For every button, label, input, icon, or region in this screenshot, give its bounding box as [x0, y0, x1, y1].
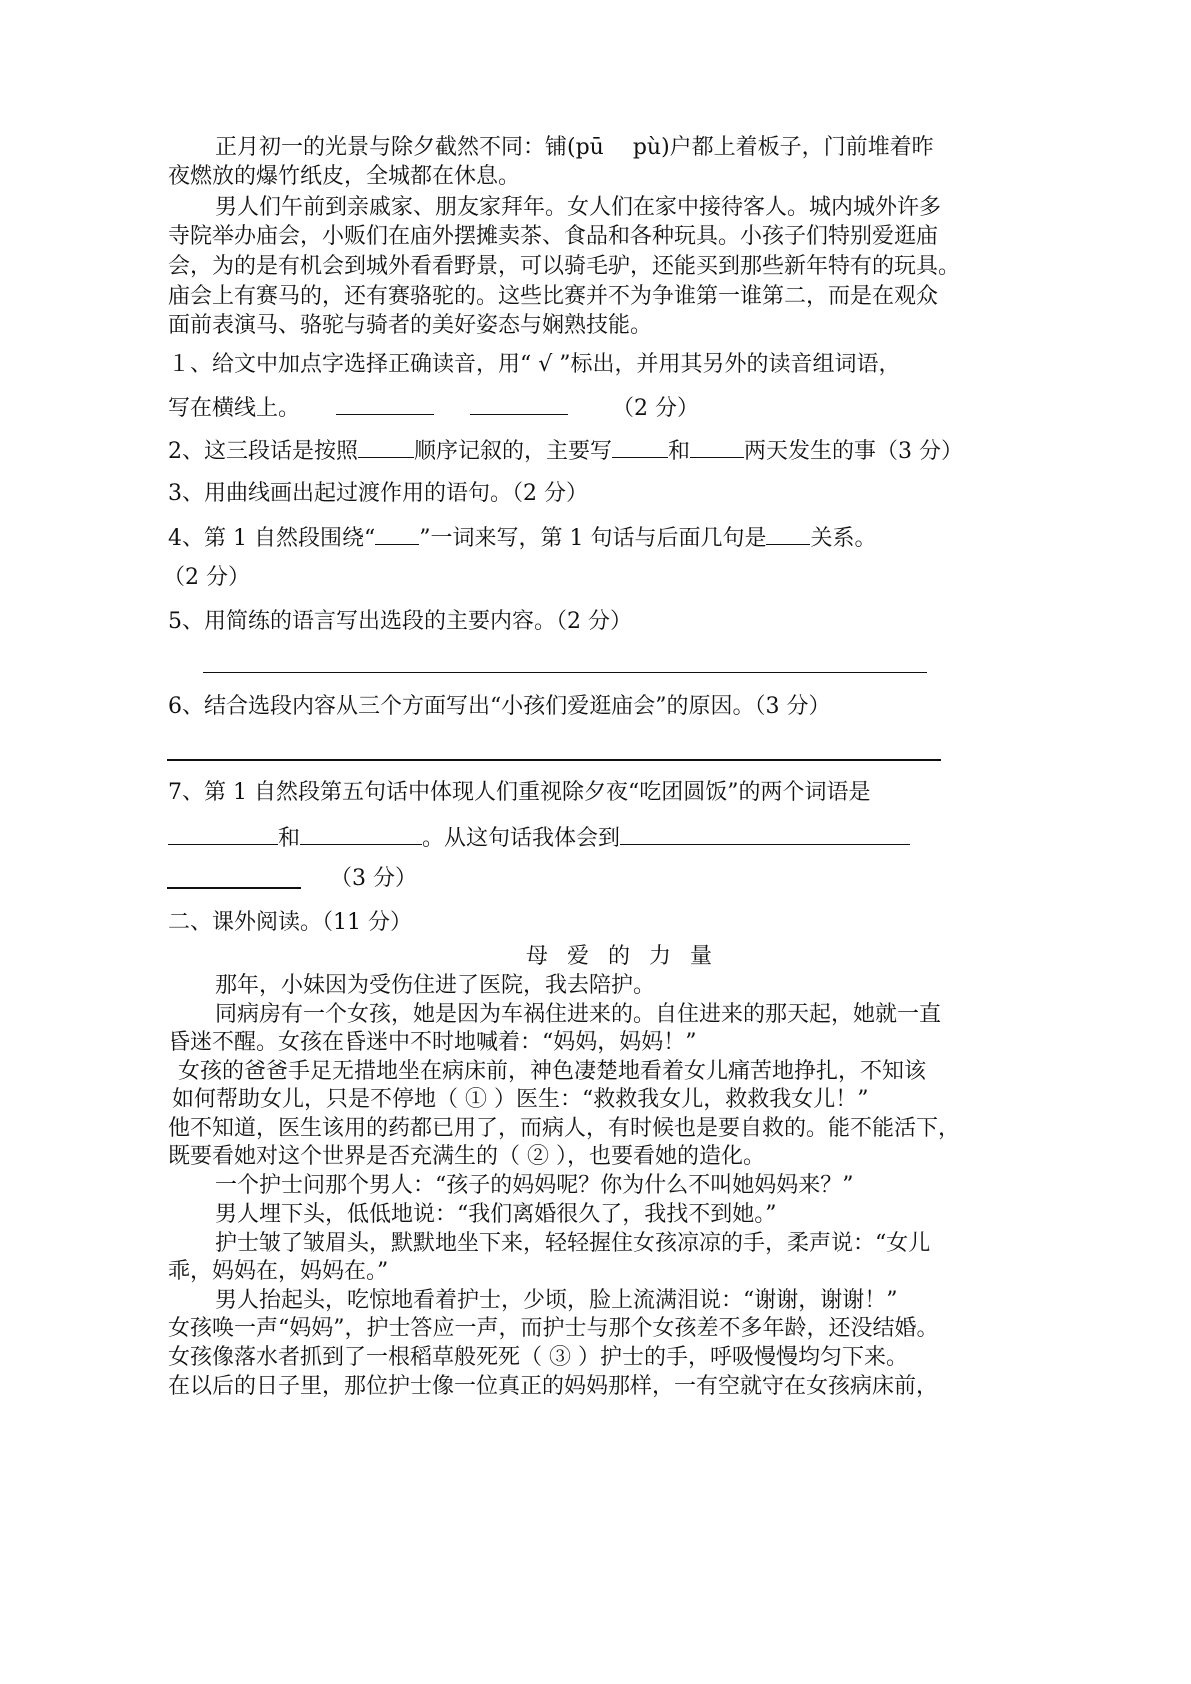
question-7-line2	[168, 822, 910, 854]
answer-blank-2c[interactable]	[690, 435, 744, 458]
question-2-text-b: 顺序记叙的，主要写	[414, 439, 613, 464]
answer-line-6[interactable]	[167, 759, 941, 761]
question-1-line2	[168, 392, 699, 424]
answer-blank-2a[interactable]	[358, 435, 414, 458]
answer-blank-4a[interactable]	[375, 522, 419, 545]
passage1-p1-line2: 夜燃放的爆竹纸皮，全城都在休息。	[168, 164, 521, 189]
passage1-p2-line3: 会，为的是有机会到城外看看野景，可以骑毛驴，还能买到那些新年特有的玩具。	[168, 254, 961, 279]
story-line: 如何帮助女儿，只是不停地（ ① ）医生：“救救我女儿，救救我女儿！”	[172, 1087, 869, 1112]
story-line: 既要看她对这个世界是否充满生的（ ② ），也要看她的造化。	[168, 1144, 765, 1169]
question-7-score: （3 分）	[330, 866, 417, 891]
story-title: 母 爱 的 力 量	[526, 944, 718, 969]
answer-blank-7a[interactable]	[168, 822, 278, 845]
question-4-score: （2 分）	[163, 565, 250, 590]
question-2-text-a: 2、这三段话是按照	[168, 439, 358, 464]
section-2-heading: 二、课外阅读。（11 分）	[168, 910, 412, 935]
question-4	[168, 522, 876, 554]
question-6: 6、结合选段内容从三个方面写出“小孩们爱逛庙会”的原因。（3 分）	[168, 694, 831, 719]
question-4-text-c: 关系。	[810, 526, 877, 551]
question-5: 5、用简练的语言写出选段的主要内容。（2 分）	[168, 609, 632, 634]
story-line: 女孩唤一声“妈妈”，护士答应一声，而护士与那个女孩差不多年龄，还没结婚。	[168, 1316, 939, 1341]
question-4-text-b: ”一词来写，第 1 句话与后面几句是	[419, 526, 767, 551]
story-line: 乖，妈妈在，妈妈在。”	[168, 1259, 389, 1284]
question-4-text-a: 4、第 1 自然段围绕“	[168, 526, 376, 551]
passage1-p2-line5: 面前表演马、骆驼与骑者的美好姿态与娴熟技能。	[168, 313, 653, 338]
passage1-p2-line4: 庙会上有赛马的，还有赛骆驼的。这些比赛并不为争谁第一谁第二，而是在观众	[168, 284, 939, 309]
question-7-line1: 7、第 1 自然段第五句话中体现人们重视除夕夜“吃团圆饭”的两个词语是	[168, 780, 871, 805]
question-1-score: （2 分）	[612, 396, 700, 421]
question-3: 3、用曲线画出起过渡作用的语句。（2 分）	[168, 481, 588, 506]
story-line: 男人抬起头，吃惊地看着护士，少顷，脸上流满泪说：“谢谢，谢谢！”	[215, 1288, 898, 1313]
story-line: 同病房有一个女孩，她是因为车祸住进来的。自住进来的那天起，她就一直	[215, 1002, 942, 1027]
story-line: 护士皱了皱眉头，默默地坐下来，轻轻握住女孩凉凉的手，柔声说：“女儿	[215, 1231, 931, 1256]
answer-blank-1a[interactable]	[336, 392, 434, 415]
story-line: 昏迷不醒。女孩在昏迷中不时地喊着：“妈妈，妈妈！”	[168, 1030, 697, 1055]
answer-line-5[interactable]	[203, 672, 927, 673]
answer-blank-2b[interactable]	[612, 435, 668, 458]
passage1-p2-line1: 男人们午前到亲戚家、朋友家拜年。女人们在家中接待客人。城内城外许多	[215, 195, 942, 220]
question-2-text-d: 两天发生的事（3 分）	[744, 439, 964, 464]
story-line: 一个护士问那个男人：“孩子的妈妈呢？你为什么不叫她妈妈来？”	[215, 1173, 854, 1198]
question-1-line1: １、给文中加点字选择正确读音，用“ √ ”标出，并用其另外的读音组词语，	[168, 352, 901, 377]
question-2	[168, 435, 963, 467]
story-line: 在以后的日子里，那位护士像一位真正的妈妈那样，一有空就守在女孩病床前，	[168, 1374, 939, 1399]
answer-blank-1b[interactable]	[470, 392, 568, 415]
story-line: 男人埋下头，低低地说：“我们离婚很久了，我找不到她。”	[215, 1202, 777, 1227]
passage1-p1-line1: 正月初一的光景与除夕截然不同：铺(pū pù)户都上着板子，门前堆着昨	[215, 135, 934, 160]
story-line: 他不知道，医生该用的药都已用了，而病人，有时候也是要自救的。能不能活下，	[168, 1116, 961, 1141]
answer-blank-7b[interactable]	[300, 822, 422, 845]
question-1-text: 写在横线上。	[168, 396, 301, 421]
question-7-text-rest: 。从这句话我体会到	[422, 826, 621, 851]
answer-line-7d[interactable]	[167, 887, 301, 889]
question-2-text-c: 和	[668, 439, 691, 464]
passage1-p2-line2: 寺院举办庙会，小贩们在庙外摆摊卖茶、食品和各种玩具。小孩子们特别爱逛庙	[168, 224, 939, 249]
story-line: 那年，小妹因为受伤住进了医院，我去陪护。	[215, 973, 656, 998]
story-line: 女孩的爸爸手足无措地坐在病床前，神色凄楚地看着女儿痛苦地挣扎，不知该	[178, 1059, 927, 1084]
answer-blank-7c[interactable]	[620, 822, 910, 845]
question-7-text-and: 和	[278, 826, 301, 851]
answer-blank-4b[interactable]	[766, 522, 810, 545]
story-line: 女孩像落水者抓到了一根稻草般死死（ ③ ）护士的手，呼吸慢慢均匀下来。	[168, 1345, 908, 1370]
